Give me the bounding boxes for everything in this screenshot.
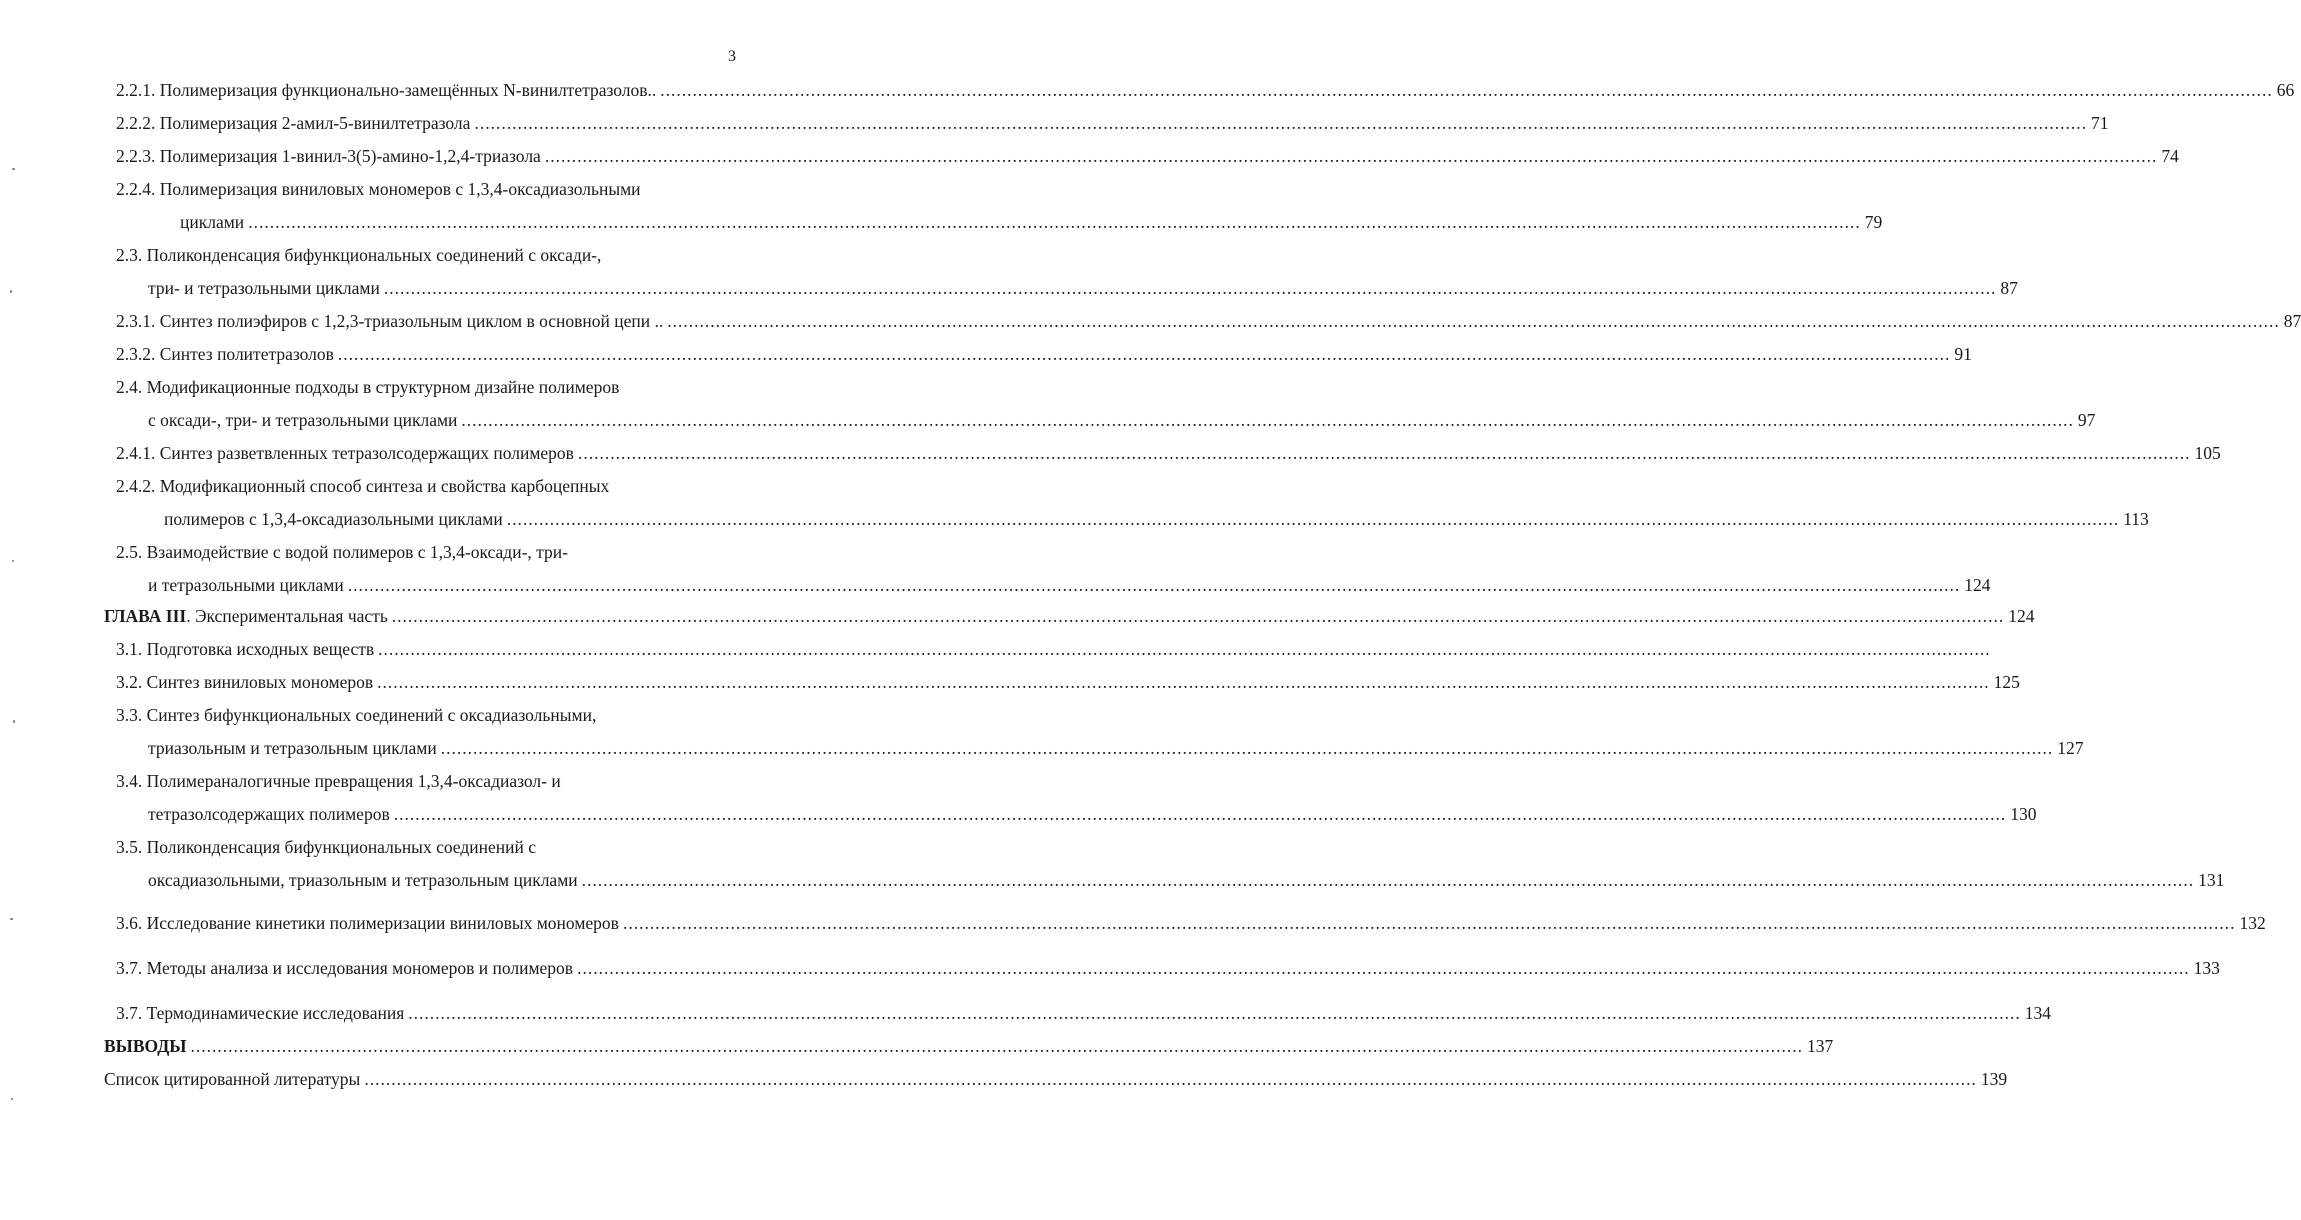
toc-entry (164, 509, 2149, 533)
dot-leader: ............................................................................................................................................................................................................................................................................................................ (440, 738, 2054, 758)
toc-entry-label (116, 443, 574, 464)
toc-entry-page: 130 (2010, 804, 2037, 824)
toc-entry-label-text: . Экспериментальная часть (186, 606, 388, 626)
toc-entry (116, 913, 2266, 937)
toc-entry-page: 105 (2194, 443, 2221, 463)
dot-leader: ............................................................................................................................................................................................................................................................................................................ (581, 870, 2195, 890)
toc-entry-label (148, 410, 457, 431)
toc-entry-first-line: 2.2.4. Полимеризация виниловых мономеров с 1,3,4-оксадиазольными (116, 179, 641, 199)
toc-entry-label-text: 2.2.2. Полимеризация 2-амил-5-винилтетразола (116, 113, 471, 133)
dot-leader: ............................................................................................................................................................................................................................................................................................................ (393, 804, 2007, 824)
toc-entry-label-text: 2.2.1. Полимеризация функционально-замещённых N-винилтетразолов.. (116, 80, 657, 100)
dot-leader: ............................................................................................................................................................................................................................................................................................................ (347, 575, 1961, 595)
toc-entry-label (164, 509, 503, 530)
dot-leader: ............................................................................................................................................................................................................................................................................................................ (577, 958, 2190, 978)
toc-entry (180, 212, 1883, 236)
toc-entry-page: 113 (2123, 509, 2149, 529)
toc-entry-label (116, 80, 656, 101)
toc-entry-page: 87 (2283, 311, 2301, 331)
toc-entry-bold-label: ГЛАВА III (104, 606, 187, 626)
toc-entry-page: 87 (2000, 278, 2018, 298)
toc-entry-label-text: 3.2. Синтез виниловых мономеров (116, 672, 374, 692)
toc-entry-first-line: 2.5. Взаимодействие с водой полимеров с 1,3,4-оксади-, три- (116, 542, 568, 562)
toc-entry (148, 278, 2018, 302)
toc-entry-label-text: с оксади-, три- и тетразольными циклами (148, 410, 458, 430)
scan-speck (12, 560, 14, 562)
toc-entry (148, 410, 2096, 434)
toc-entry-first-line: 3.4. Полимераналогичные превращения 1,3,4-оксадиазол- и (116, 771, 561, 791)
toc-entry (104, 1036, 1834, 1060)
toc-entry-page: 131 (2198, 870, 2225, 890)
toc-entry-label (116, 1003, 404, 1024)
toc-entry-label (116, 672, 373, 693)
toc-entry-label (148, 870, 578, 891)
toc-entry (148, 804, 2037, 828)
toc-entry-first-line: 2.3. Поликонденсация бифункциональных соединений с оксади-, (116, 245, 602, 265)
toc-entry-page: 127 (2057, 738, 2084, 758)
toc-entry-label-text: циклами (180, 212, 245, 232)
toc-entry (116, 443, 2221, 467)
toc-entry-label (148, 278, 380, 299)
toc-entry-label (104, 606, 388, 627)
toc-entry-label-text: 3.6. Исследование кинетики полимеризации виниловых мономеров (116, 913, 619, 933)
toc-entry-label-text: три- и тетразольными циклами (148, 278, 380, 298)
toc-entry-first-line: 2.4. Модификационные подходы в структурном дизайне полимеров (116, 377, 620, 397)
toc-entry-page: 125 (1993, 672, 2020, 692)
toc-entry-label-text: оксадиазольными, триазольным и тетразольным циклами (148, 870, 578, 890)
toc-entry (116, 672, 2020, 696)
toc-entry-label-text: 3.7. Методы анализа и исследования мономеров и полимеров (116, 958, 574, 978)
dot-leader: ............................................................................................................................................................................................................................................................................................................ (667, 311, 2280, 331)
toc-entry-label (148, 738, 437, 759)
toc-entry-label-text: и тетразольными циклами (148, 575, 344, 595)
toc-entry-label (116, 913, 619, 934)
dot-leader: ............................................................................................................................................................................................................................................................................................................ (391, 606, 2005, 626)
dot-leader: ............................................................................................................................................................................................................................................................................................................ (408, 1003, 2021, 1023)
toc-entry-page: 137 (1807, 1036, 1834, 1056)
scan-speck (12, 168, 15, 170)
toc-entry-label (116, 311, 663, 332)
toc-entry (104, 1069, 2008, 1093)
toc-entry-page: 97 (2077, 410, 2096, 430)
dot-leader: ............................................................................................................................................................................................................................................................................................................ (383, 278, 1997, 298)
toc-entry-first-line: 3.3. Синтез бифункциональных соединений с оксадиазольными, (116, 705, 597, 725)
toc-entry (104, 606, 2035, 630)
toc-entry-label-text: 3.7. Термодинамические исследования (116, 1003, 405, 1023)
toc-entry (116, 344, 1972, 368)
toc-entry (116, 113, 2109, 137)
dot-leader: ............................................................................................................................................................................................................................................................................................................ (248, 212, 1861, 232)
dot-leader: ............................................................................................................................................................................................................................................................................................................ (506, 509, 2120, 529)
toc-entry-label (148, 575, 344, 596)
dot-leader: ............................................................................................................................................................................................................................................................................................................ (577, 443, 2191, 463)
toc-entry-first-line: 3.5. Поликонденсация бифункциональных соединений с (116, 837, 536, 857)
toc-entry-label-text: 2.3.2. Синтез политетразолов (116, 344, 334, 364)
scan-speck (10, 918, 13, 920)
toc-entry-label-text: Список цитированной литературы (104, 1069, 361, 1089)
page-number: 3 (728, 48, 736, 65)
toc-entry-page: 124 (1964, 575, 1991, 595)
toc-entry-label-text: тетразолсодержащих полимеров (148, 804, 390, 824)
toc-entry (148, 575, 1991, 599)
toc-entry-label (116, 639, 374, 660)
toc-entry-label-text: полимеров с 1,3,4-оксадиазольными циклами (164, 509, 503, 529)
toc-entry-first-line: 2.4.2. Модификационный способ синтеза и свойства карбоцепных (116, 476, 610, 496)
toc-entry-label (116, 113, 470, 134)
dot-leader: ............................................................................................................................................................................................................................................................................................................ (190, 1036, 1803, 1056)
toc-entry-label-text: 3.1. Подготовка исходных веществ (116, 639, 375, 659)
scan-speck (13, 720, 15, 723)
toc-entry-page: 79 (1864, 212, 1883, 232)
toc-entry-page: 139 (1980, 1069, 2008, 1089)
toc-entry-label-text: 2.3.1. Синтез полиэфиров с 1,2,3-триазольным циклом в основной цепи .. (116, 311, 664, 331)
toc-entry-page: 66 (2276, 80, 2295, 100)
toc-entry (116, 146, 2179, 170)
dot-leader: ............................................................................................................................................................................................................................................................................................................ (364, 1069, 1977, 1089)
toc-entry-label (116, 344, 334, 365)
dot-leader: ............................................................................................................................................................................................................................................................................................................ (474, 113, 2087, 133)
toc-entry-label (104, 1036, 187, 1057)
toc-entry-page: 124 (2008, 606, 2035, 626)
toc-entry (148, 870, 2225, 894)
toc-entry-page: 134 (2024, 1003, 2051, 1023)
scan-speck (11, 1098, 13, 1100)
toc-entry-label (116, 958, 573, 979)
dot-leader: ............................................................................................................................................................................................................................................................................................................ (544, 146, 2158, 166)
toc-entry-page: 91 (1954, 344, 1972, 364)
dot-leader: ............................................................................................................................................................................................................................................................................................................ (377, 672, 1990, 692)
toc-entry (148, 738, 2084, 762)
toc-entry-label-text: 2.2.3. Полимеризация 1-винил-3(5)-амино-1,2,4-триазола (116, 146, 541, 166)
dot-leader: ............................................................................................................................................................................................................................................................................................................ (337, 344, 1951, 364)
dot-leader: ............................................................................................................................................................................................................................................................................................................ (378, 639, 1991, 659)
toc-entry-page: 71 (2090, 113, 2109, 133)
toc-entry-label-text: триазольным и тетразольным циклами (148, 738, 437, 758)
toc-entry-label-text: 2.4.1. Синтез разветвленных тетразолсодержащих полимеров (116, 443, 574, 463)
toc-entry-page: 132 (2239, 913, 2266, 933)
dot-leader: ............................................................................................................................................................................................................................................................................................................ (622, 913, 2236, 933)
toc-entry (116, 958, 2220, 982)
toc-entry (116, 639, 1991, 663)
toc-entry (116, 80, 2295, 104)
dot-leader: ............................................................................................................................................................................................................................................................................................................ (660, 80, 2273, 100)
toc-entry-label (148, 804, 390, 825)
scan-speck (10, 290, 12, 293)
dot-leader: ............................................................................................................................................................................................................................................................................................................ (461, 410, 2074, 430)
toc-entry-label (104, 1069, 360, 1090)
toc-entry-label (116, 146, 541, 167)
toc-entry (116, 311, 2301, 335)
toc-entry-page: 74 (2161, 146, 2179, 166)
toc-entry (116, 1003, 2051, 1027)
toc-entry-page: 133 (2193, 958, 2220, 978)
toc-entry-label (180, 212, 244, 233)
toc-entry-bold-label: ВЫВОДЫ (104, 1036, 187, 1056)
